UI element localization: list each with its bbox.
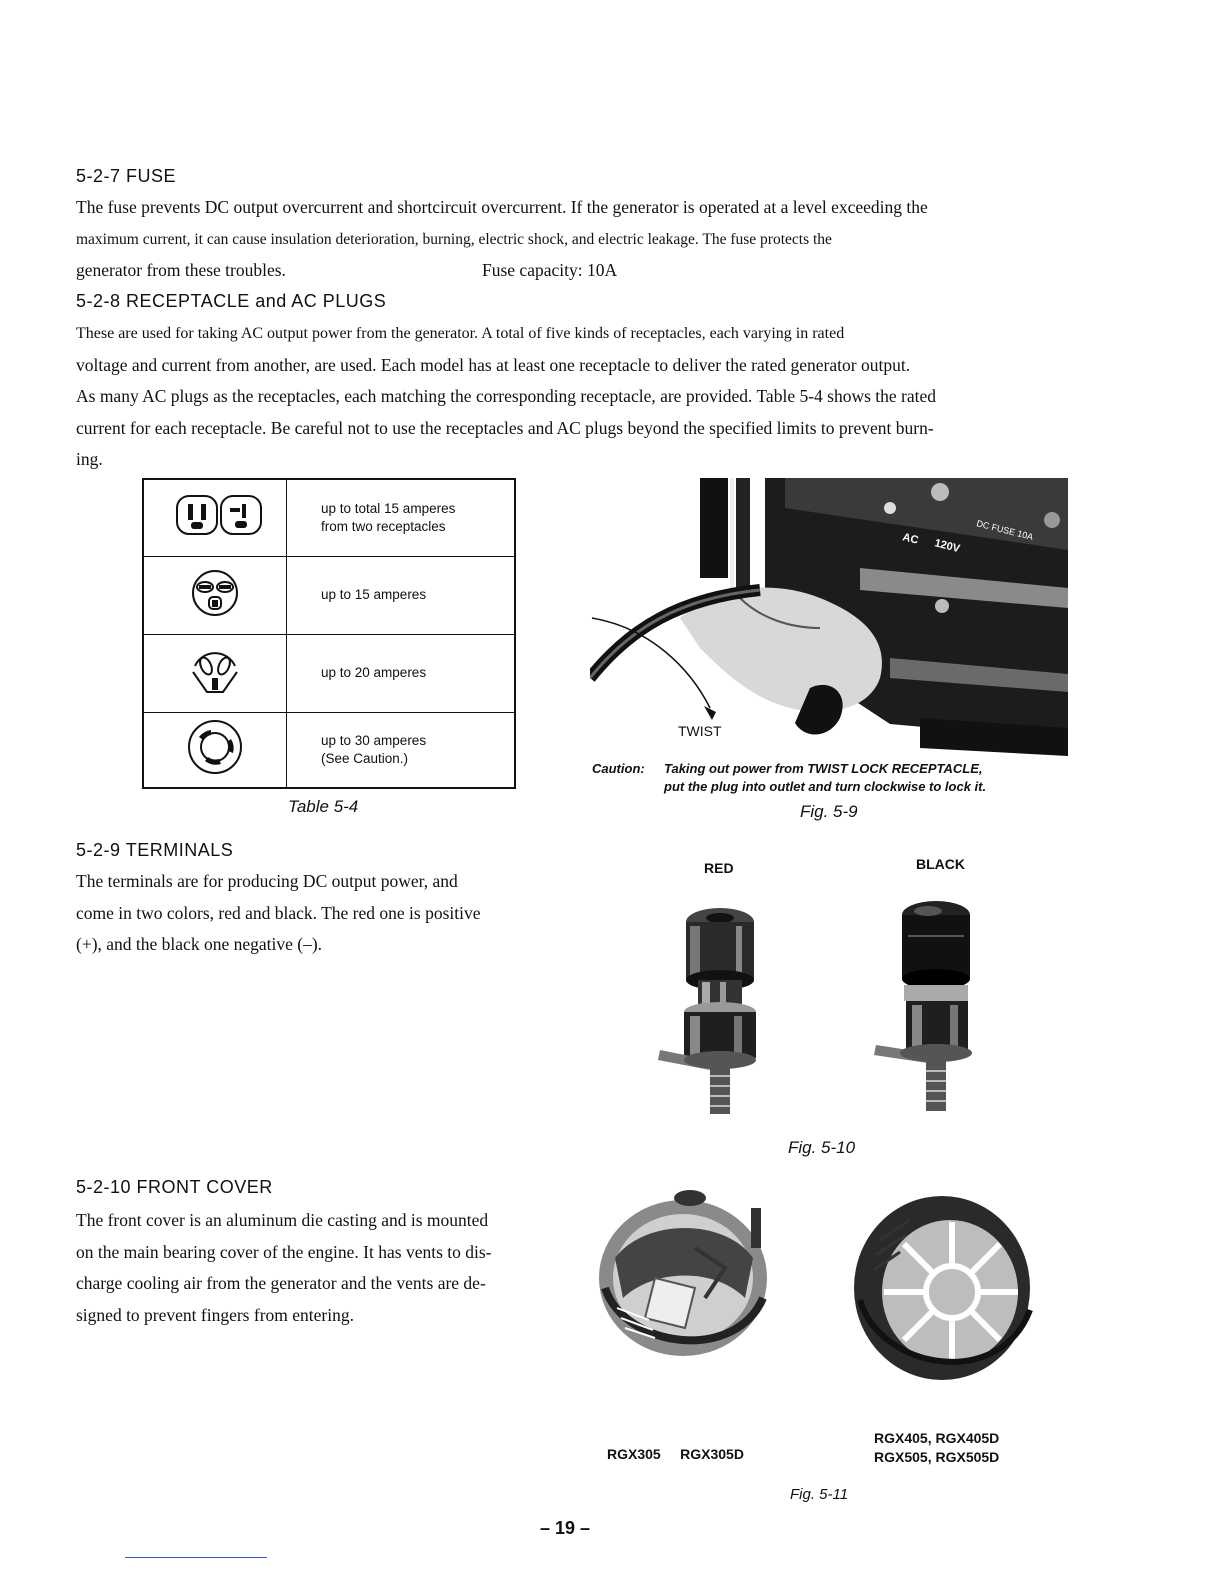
terminals-paragraph [76,866,556,961]
table-caption: Table 5-4 [288,797,359,816]
fig-5-9-caption: Fig. 5-9 [800,802,858,821]
terminals-heading: 5-2-9 TERMINALS [76,840,234,860]
fuse-heading: 5-2-7 FUSE [76,166,177,186]
red-terminal-label: RED [704,860,734,876]
twist-lock-photo [590,478,1068,756]
receptacle-line-4: current for each receptacle. Be careful not to use the receptacles and AC plugs beyond the specified limits to prevent burn- [76,417,934,438]
footer-rule [125,1557,267,1558]
receptacle-line-1: These are used for taking AC output power from the generator. A total of five kinds of receptacles, each varying in rated [76,325,845,342]
terminals-line-1: The terminals are for producing DC output power, and [76,871,458,891]
front-cover-rgx405-photo [840,1180,1040,1395]
terminals-line-2: come in two colors, red and black. The red one is positive [76,902,481,923]
twist-label: TWIST [678,723,722,739]
table-row [143,556,515,634]
15a-receptacle-icon [143,556,287,634]
front-cover-line-2: on the main bearing cover of the engine. It has vents to dis- [76,1241,492,1262]
red-terminal-photo [650,900,790,1115]
table-row [143,634,515,712]
rgx405-model-label: RGX405, RGX405D [874,1430,1000,1446]
black-terminal-photo [868,895,1008,1115]
fig-5-10-caption: Fig. 5-10 [788,1138,856,1157]
receptacle-paragraph [76,318,1076,476]
caution-label: Caution: [592,761,645,776]
receptacle-line-3: As many AC plugs as the receptacles, each matching the corresponding receptacle, are provided. Table 5-4 shows the rated [76,386,937,406]
table-cell: up to 20 amperes [287,634,516,712]
black-terminal-label: BLACK [916,856,965,872]
front-cover-line-1: The front cover is an aluminum die casting and is mounted [76,1210,489,1230]
table-cell: up to total 15 amperes from two receptacles [287,479,516,556]
front-cover-line-4: signed to prevent fingers from entering. [76,1304,354,1325]
front-cover-rgx305-photo [585,1178,780,1378]
20a-receptacle-icon [143,634,287,712]
front-cover-paragraph [76,1205,556,1331]
rgx305-model-label: RGX305 RGX305D [607,1446,744,1462]
table-row [143,479,515,556]
caution-line-1: Taking out power from TWIST LOCK RECEPTACLE, [664,761,983,776]
receptacle-line-2: voltage and current from another, are used. Each model has at least one receptacle to deliver the rated generator output. [76,354,911,375]
receptacle-table [142,478,516,789]
twist-lock-receptacle-icon [143,712,287,788]
page-number: – 19 – [540,1518,591,1538]
table-cell: up to 30 amperes (See Caution.) [287,712,516,788]
fuse-line-3: generator from these troubles. [76,260,286,280]
fig-5-11-caption: Fig. 5-11 [790,1486,849,1503]
fuse-line-1: The fuse prevents DC output overcurrent and shortcircuit overcurrent. If the generator is operated at a level exceeding the [76,197,928,217]
fuse-line-2: maximum current, it can cause insulation deterioration, burning, electric shock, and electric leakage. The fuse protects the [76,230,832,248]
panel-120v-label: 120V [933,537,962,556]
caution-line-2: put the plug into outlet and turn clockwise to lock it. [664,779,987,794]
panel-fuse-label: DC FUSE 10A [975,518,1035,542]
terminals-line-3: (+), and the black one negative (–). [76,934,323,954]
duplex-receptacle-icon [143,479,287,556]
rgx505-model-label: RGX505, RGX505D [874,1449,1000,1465]
table-row [143,712,515,788]
front-cover-line-3: charge cooling air from the generator and the vents are de- [76,1273,486,1293]
receptacle-line-5: ing. [76,449,103,469]
fuse-capacity: Fuse capacity: 10A [482,260,618,280]
table-cell: up to 15 amperes [287,556,516,634]
fuse-paragraph [76,192,1076,287]
front-cover-heading: 5-2-10 FRONT COVER [76,1177,273,1197]
panel-ac-label: AC [901,531,920,547]
receptacle-heading: 5-2-8 RECEPTACLE and AC PLUGS [76,291,387,311]
